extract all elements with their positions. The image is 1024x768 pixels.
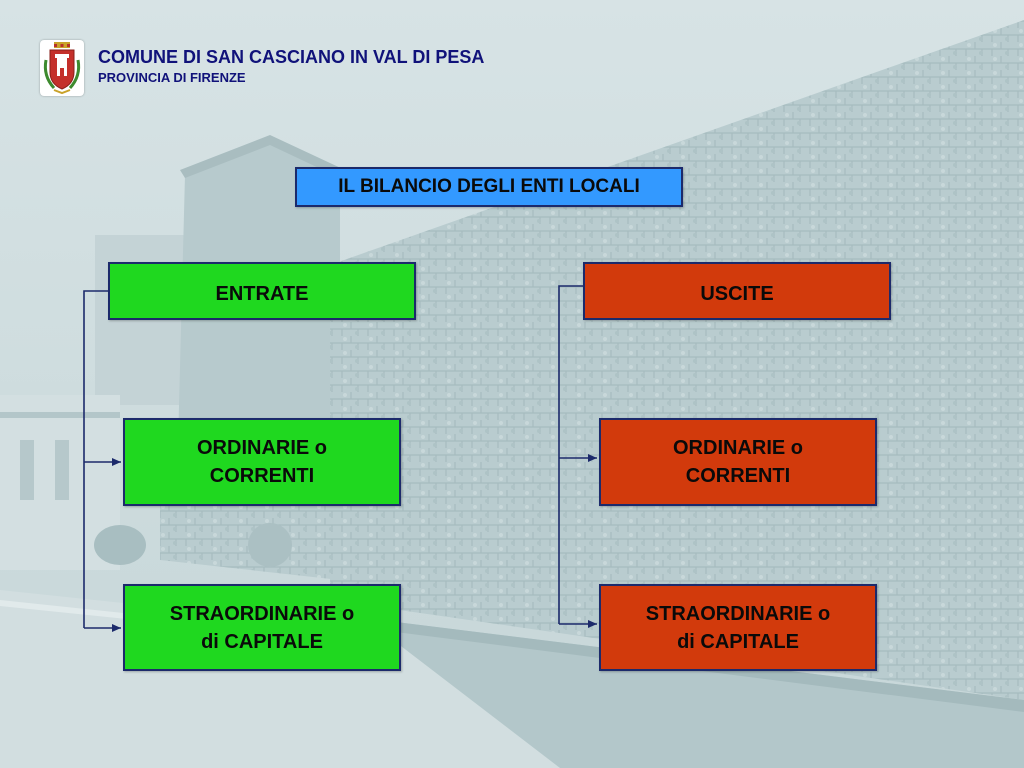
uscite-straordinarie-box bbox=[599, 584, 877, 671]
uscite-ordinarie-label: ORDINARIE o CORRENTI bbox=[673, 437, 803, 487]
uscite-label: USCITE bbox=[700, 283, 774, 305]
diagram-title: IL BILANCIO DEGLI ENTI LOCALI bbox=[338, 176, 640, 197]
entrate-box bbox=[108, 262, 416, 320]
entrate-straordinarie-label: STRAORDINARIE o di CAPITALE bbox=[169, 602, 355, 653]
entrate-ordinarie-label: ORDINARIE o CORRENTI bbox=[197, 437, 327, 487]
diagram-title-box bbox=[295, 167, 683, 207]
entrate-label: ENTRATE bbox=[215, 283, 309, 305]
uscite-box bbox=[583, 262, 891, 320]
entrate-ordinarie-box bbox=[123, 418, 401, 506]
uscite-ordinarie-box bbox=[599, 418, 877, 506]
municipal-coat-of-arms-icon bbox=[40, 40, 84, 96]
province-name: PROVINCIA DI FIRENZE bbox=[98, 70, 246, 85]
entrate-straordinarie-box bbox=[123, 584, 401, 671]
municipality-name: COMUNE DI SAN CASCIANO IN VAL DI PESA bbox=[98, 47, 485, 67]
uscite-straordinarie-label: STRAORDINARIE o di CAPITALE bbox=[645, 602, 831, 653]
